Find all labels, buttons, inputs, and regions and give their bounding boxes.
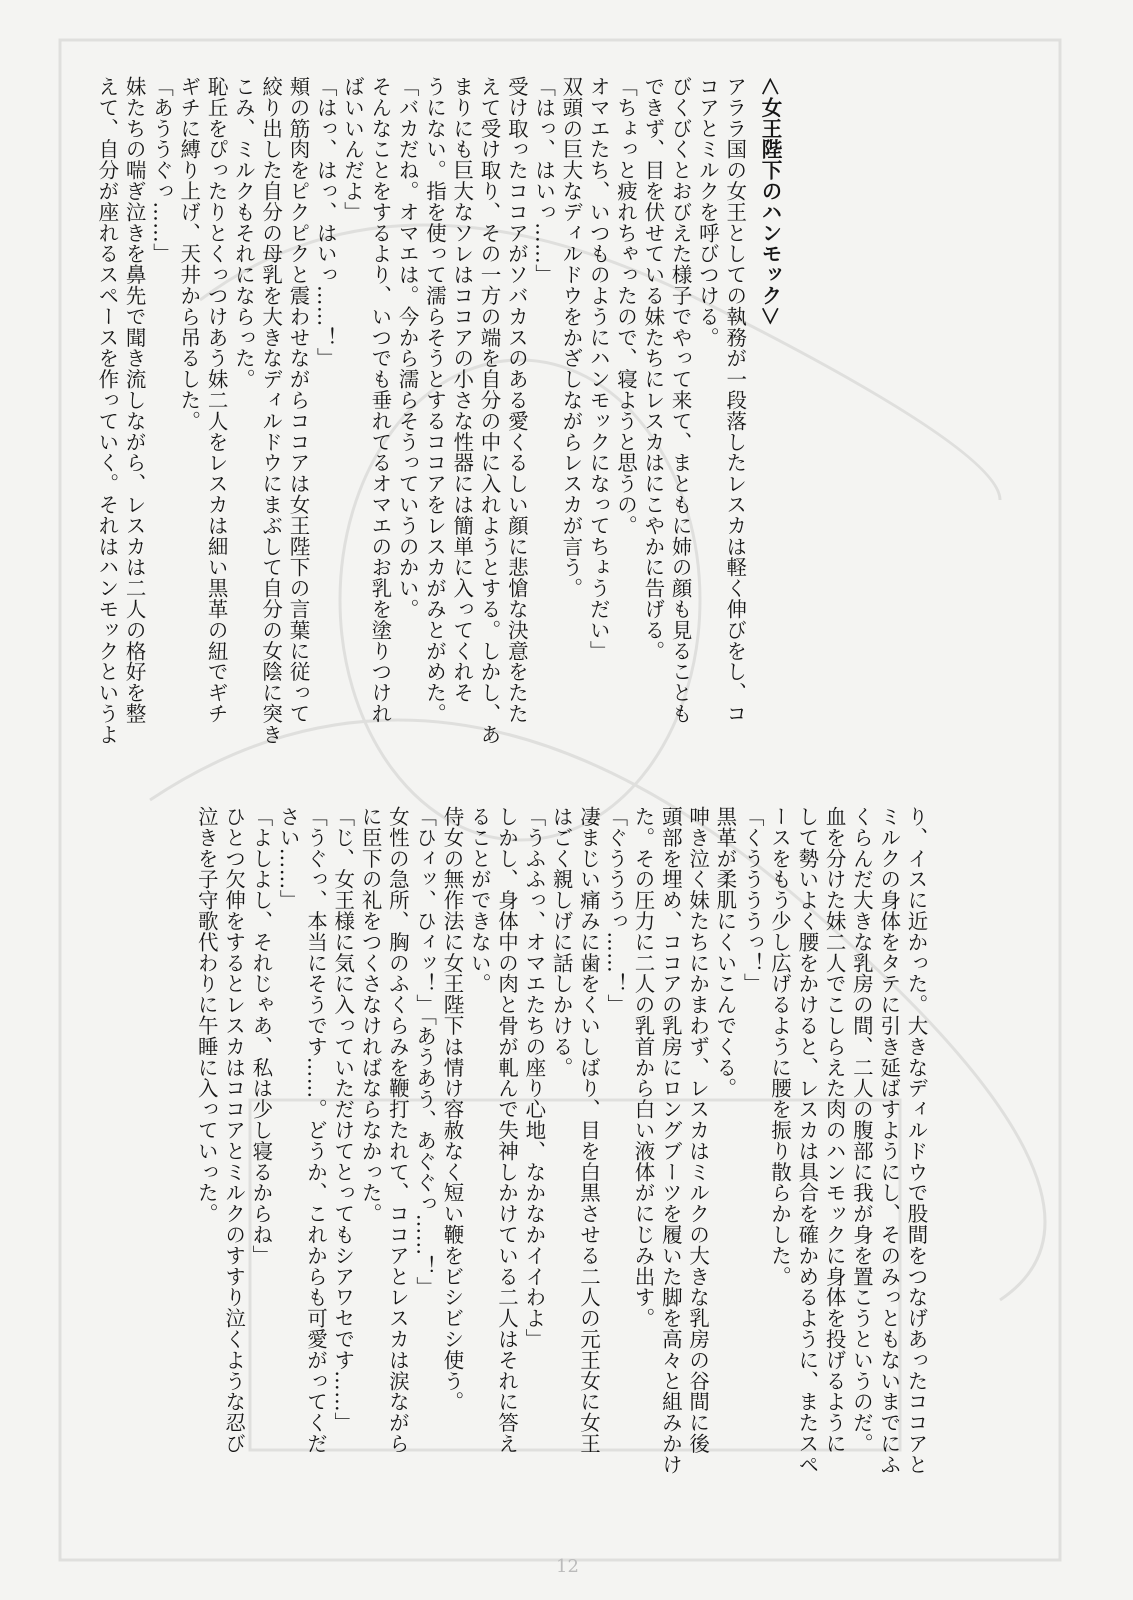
text-column: 「あううぐっ……」 xyxy=(149,76,174,265)
section-title: ＜女王陛下のハンモック＞ xyxy=(758,76,782,327)
text-column: はごく親しげに話しかける。 xyxy=(549,806,574,1078)
text-column: 「はっ、はいっ……」 xyxy=(531,76,556,285)
text-column: まりにも巨大なソレはココアの小さな性器には簡単に入ってくれそ xyxy=(449,76,474,703)
text-column: アララ国の女王としての執務が一段落したレスカは軽く伸びをし、コ xyxy=(722,76,747,724)
text-column: り、イスに近かった。大きなディルドウで股間をつなげあったココアと xyxy=(904,806,928,1475)
text-column: 血を分けた妹二人でこしらえた肉のハンモックに身体を投げるように xyxy=(822,806,847,1454)
text-block-bottom xyxy=(192,806,929,1526)
text-column: 頭部を埋め、ココアの乳房にロングブーツを履いた脚を高々と組みかけ xyxy=(658,806,683,1475)
text-column: コアとミルクを呼びつける。 xyxy=(695,76,720,348)
text-column: えて、自分が座れるスペースを作っていく。それはハンモックというよ xyxy=(94,76,119,745)
text-column: 受け取ったココアがソバカスのある愛くるしい顔に悲愴な決意をたた xyxy=(504,76,529,724)
text-column: 「くううううっ！」 xyxy=(740,806,765,995)
text-column: びくびくとおびえた様子でやって来て、まともに姉の顔も見ることも xyxy=(668,76,693,724)
text-column: ひとつ欠伸をするとレスカはココアとミルクのすすり泣くような忍び xyxy=(221,806,246,1454)
text-column: ばいいんだよ」 xyxy=(340,76,365,223)
text-column: 「じ、女王様に気に入っていただけてとってもシアワセです……」 xyxy=(330,806,355,1433)
text-column: 双頭の巨大なディルドウをかざしながらレスカが言う。 xyxy=(558,76,583,599)
text-column: オマエたち、いつものようにハンモックになってちょうだい」 xyxy=(586,76,611,662)
text-block-top xyxy=(93,76,783,776)
text-column: ミルクの身体をタテに引き延ばすようにし、そのみっともないまでにふ xyxy=(876,806,901,1475)
text-column: 侍女の無作法に女王陛下は情け容赦なく短い鞭をビシビシ使う。 xyxy=(439,806,464,1413)
text-column: 恥丘をぴったりとくっつけあう妹二人をレスカは細い黒革の紐でギチ xyxy=(204,76,229,724)
text-column: ギチに縛り上げ、天井から吊るした。 xyxy=(176,76,201,432)
text-column: えて受け取り、その一方の端を自分の中に入れようとする。しかし、あ xyxy=(477,76,502,745)
text-column: くらんだ大きな乳房の間、二人の腹部に我が身を置こうというのだ。 xyxy=(849,806,874,1454)
text-column: た。その圧力に二人の乳首から白い液体がにじみ出す。 xyxy=(631,806,656,1329)
text-column: 「よしよし、それじゃあ、私は少し寝るからね」 xyxy=(248,806,273,1266)
text-column: 女性の急所、胸のふくらみを鞭打たれて、ココアとレスカは涙ながら xyxy=(385,806,410,1454)
text-column: そんなことをするより、いつでも垂れてるオマエのお乳を塗りつけれ xyxy=(367,76,392,724)
text-column: 「うふふっ、オマエたちの座り心地、なかなかイイわよ」 xyxy=(521,806,546,1350)
text-column: うにない。指を使って濡らそうとするココアをレスカがみとがめた。 xyxy=(422,76,447,724)
text-column: ースをもう少し広げるように腰を振り散らかした。 xyxy=(767,806,792,1287)
text-column: できず、目を伏せている妹たちにレスカはにこやかに告げる。 xyxy=(640,76,665,662)
page-number: 12 xyxy=(556,1556,579,1577)
text-column: 「うぐっ、本当にそうです……。どうか、これからも可愛がってくだ xyxy=(303,806,328,1454)
text-column: 泣きを子守歌代わりに午睡に入っていった。 xyxy=(194,806,219,1224)
text-column: 頬の筋肉をピクピクと震わせながらココアは女王陛下の言葉に従って xyxy=(285,76,310,724)
text-column: 凄まじい痛みに歯をくいしばり、目を白黒させる二人の元王女に女王 xyxy=(576,806,601,1454)
text-column: 絞り出した自分の母乳を大きなディルドウにまぶして自分の女陰に突き xyxy=(258,76,283,745)
text-column: さい……」 xyxy=(276,806,301,911)
text-column: 「バカだね。オマエは。今から濡らそうっていうのかい。 xyxy=(395,76,420,620)
text-column: 妹たちの喘ぎ泣きを鼻先で聞き流しながら、レスカは二人の格好を整 xyxy=(122,76,147,724)
text-column: 「ちょっと疲れちゃったので、寝ようと思うの。 xyxy=(613,76,638,536)
text-column: 「はっ、はっ、はいっ……！」 xyxy=(313,76,338,369)
text-column: 「ひィッ、ひィッ！」「あうあう、あぐぐっ……！」 xyxy=(412,806,437,1298)
text-column: して勢いよく腰をかけると、レスカは具合を確かめるように、またスペ xyxy=(794,806,819,1475)
text-column: 「ぐうううっ……！」 xyxy=(603,806,628,1015)
text-column: 呻き泣く妹たちにかまわず、レスカはミルクの大きな乳房の谷間に後 xyxy=(685,806,710,1454)
text-column: に臣下の礼をつくさなければならなかった。 xyxy=(358,806,383,1224)
text-column: 黒革が柔肌にくいこんでくる。 xyxy=(712,806,737,1099)
text-column: ることができない。 xyxy=(467,806,492,995)
text-column: しかし、身体中の肉と骨が軋んで失神しかけている二人はそれに答え xyxy=(494,806,519,1454)
text-column: こみ、ミルクもそれにならった。 xyxy=(231,76,256,390)
